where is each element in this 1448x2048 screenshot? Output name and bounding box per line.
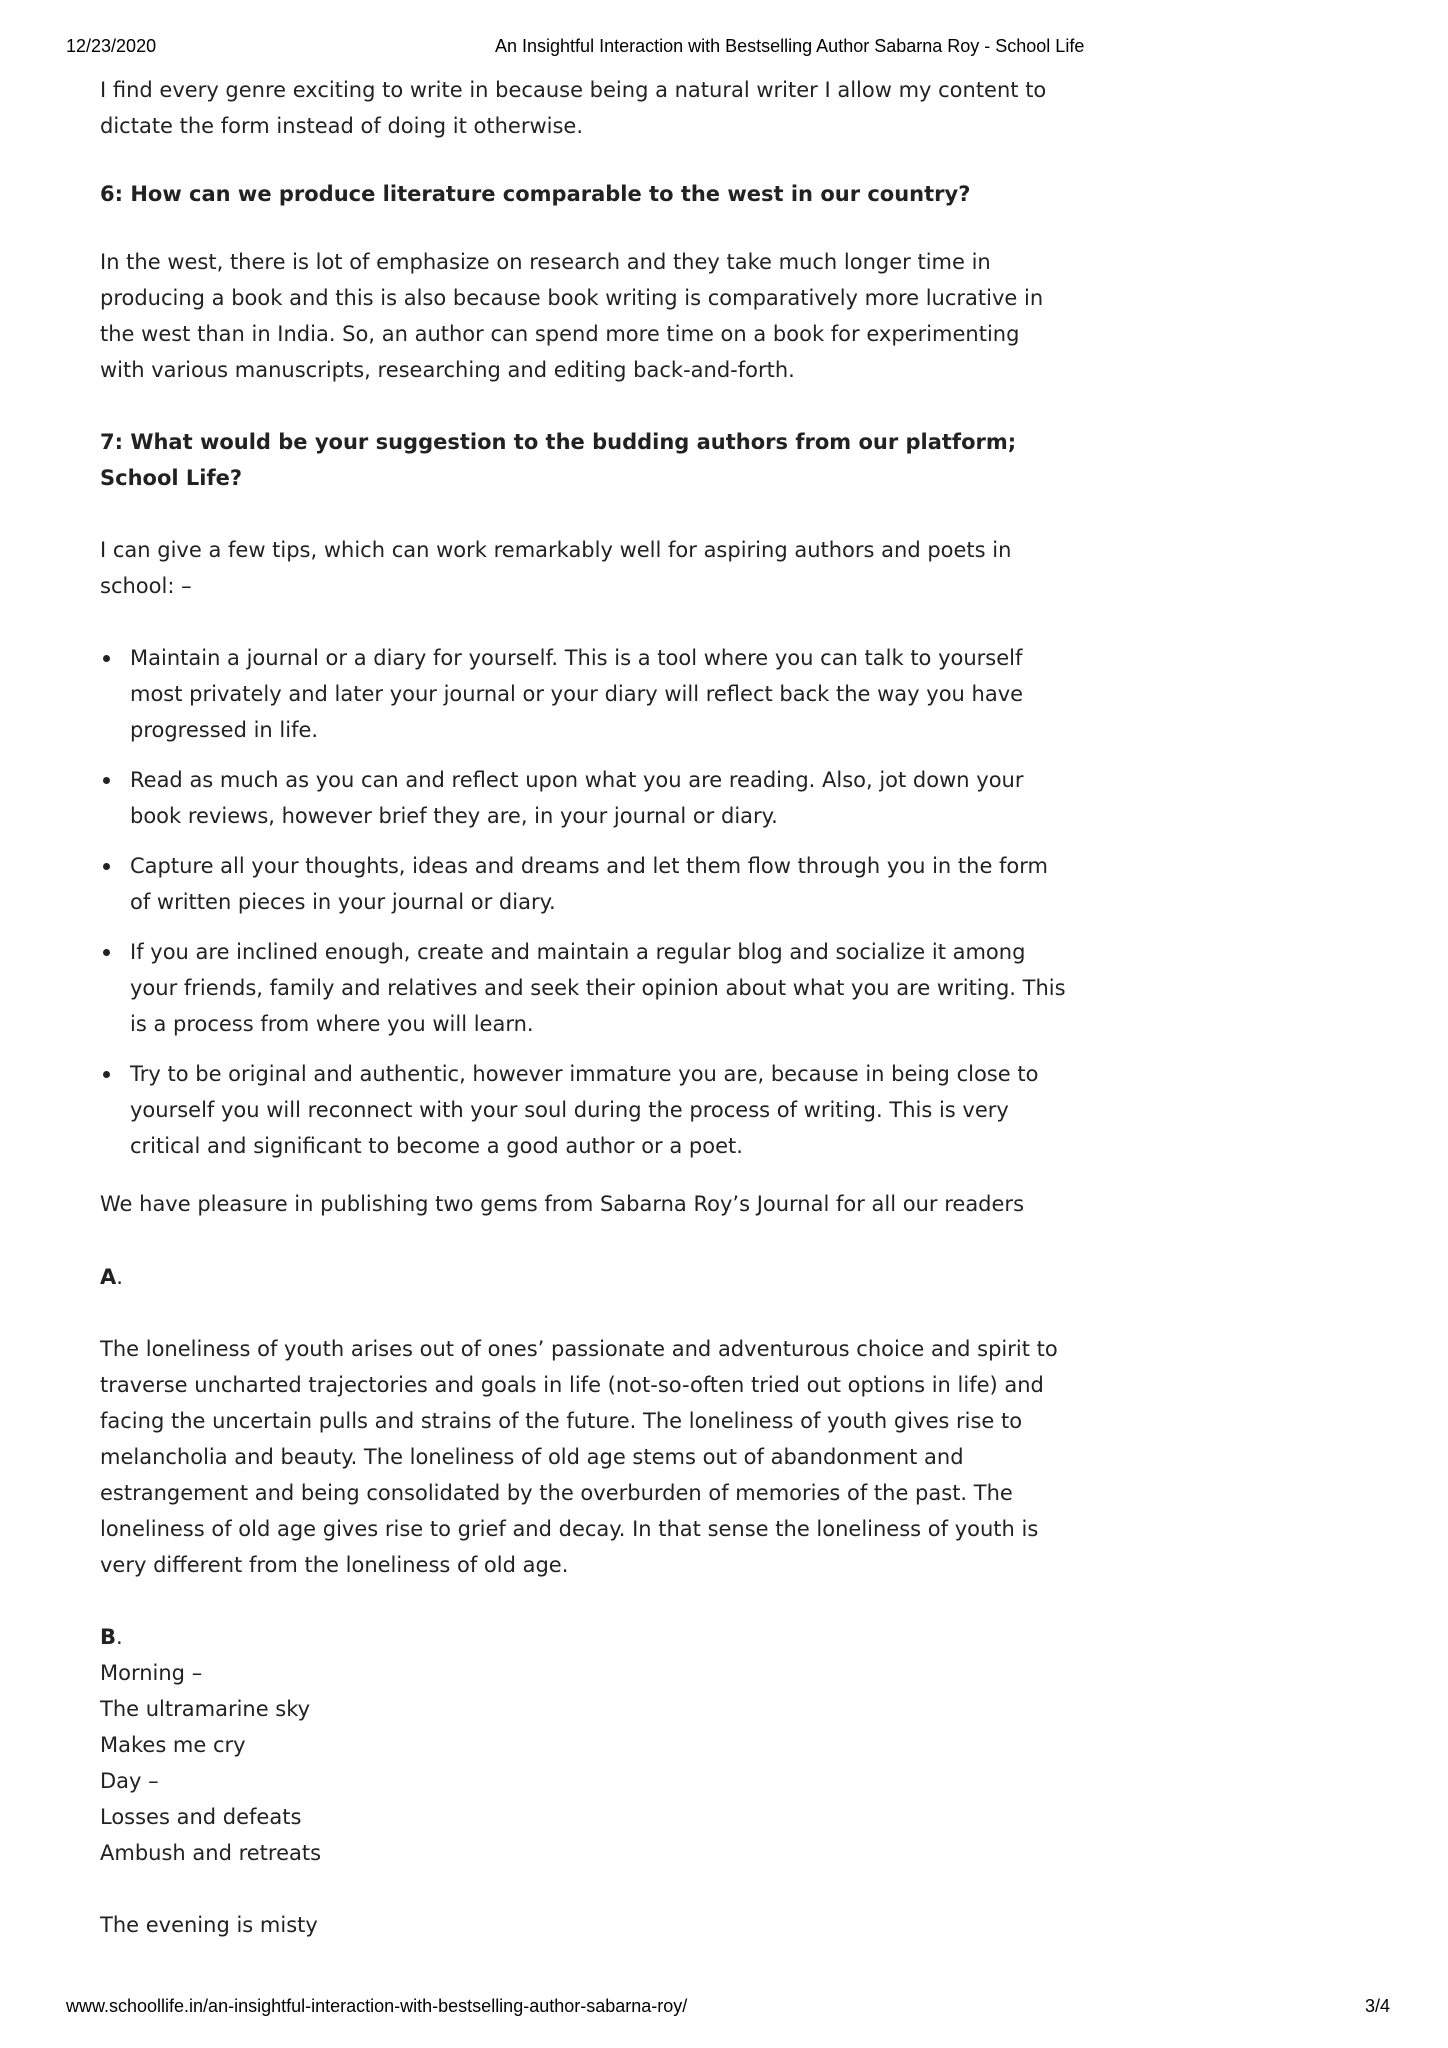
text-line: In the west, there is lot of emphasize on research and they take much longer time in: [100, 250, 991, 274]
answer-6: [100, 244, 1100, 388]
section-b: [100, 1619, 1100, 1943]
text-line: 7: What would be your suggestion to the budding authors from our platform;: [100, 430, 1017, 454]
section-b-dot: .: [116, 1625, 123, 1649]
text-line: estrangement and being consolidated by the overburden of memories of the past. The: [100, 1481, 1013, 1505]
text-line: with various manuscripts, researching and editing back-and-forth.: [100, 358, 795, 382]
poem-line: Morning –: [100, 1661, 203, 1685]
text-line: dictate the form instead of doing it otherwise.: [100, 114, 584, 138]
gems-intro: We have pleasure in publishing two gems from Sabarna Roy’s Journal for all our readers: [100, 1192, 1025, 1216]
section-a-letter: A: [100, 1265, 117, 1289]
text-line: book reviews, however brief they are, in your journal or diary.: [130, 804, 778, 828]
print-page-title: An Insightful Interaction with Bestselling Author Sabarna Roy - School Life: [495, 36, 1085, 56]
question-6: 6: How can we produce literature comparable to the west in our country?: [100, 182, 971, 206]
print-date: 12/23/2020: [66, 36, 157, 56]
answer-7-intro: [100, 532, 1100, 604]
text-line: The loneliness of youth arises out of ones’ passionate and adventurous choice and spirit to: [100, 1337, 1058, 1361]
section-a-text: [100, 1331, 1100, 1583]
text-line: traverse uncharted trajectories and goals in life (not-so-often tried out options in life) and: [100, 1373, 1044, 1397]
text-line: producing a book and this is also because book writing is comparatively more lucrative in: [100, 286, 1044, 310]
text-line: yourself you will reconnect with your soul during the process of writing. This is very: [130, 1098, 1009, 1122]
text-line: loneliness of old age gives rise to grief and decay. In that sense the loneliness of youth is: [100, 1517, 1039, 1541]
text-line: I can give a few tips, which can work remarkably well for aspiring authors and poets in: [100, 538, 1012, 562]
poem-line: The ultramarine sky: [100, 1697, 311, 1721]
text-line: Maintain a journal or a diary for yourself. This is a tool where you can talk to yourself: [130, 646, 1023, 670]
list-item: [100, 1056, 1100, 1164]
poem-line: The evening is misty: [100, 1913, 318, 1937]
section-b-letter: B: [100, 1625, 117, 1649]
list-item: [100, 640, 1100, 748]
text-line: melancholia and beauty. The loneliness of old age stems out of abandonment and: [100, 1445, 964, 1469]
text-line: of written pieces in your journal or diary.: [130, 890, 556, 914]
text-line: If you are inclined enough, create and maintain a regular blog and socialize it among: [130, 940, 1026, 964]
text-line: very different from the loneliness of old age.: [100, 1553, 569, 1577]
text-line: Capture all your thoughts, ideas and dreams and let them flow through you in the form: [130, 854, 1049, 878]
text-line: progressed in life.: [130, 718, 319, 742]
poem-line: Day –: [100, 1769, 159, 1793]
text-line: is a process from where you will learn.: [130, 1012, 534, 1036]
article-body: [100, 72, 1100, 1943]
intro-text: [100, 72, 1100, 144]
text-line: facing the uncertain pulls and strains of the future. The loneliness of youth gives rise to: [100, 1409, 1023, 1433]
list-item: [100, 762, 1100, 834]
text-line: school: –: [100, 574, 192, 598]
text-line: I find every genre exciting to write in because being a natural writer I allow my content to: [100, 78, 1047, 102]
text-line: School Life?: [100, 466, 243, 490]
text-line: your friends, family and relatives and seek their opinion about what you are writing. This: [130, 976, 1066, 1000]
poem-line: Losses and defeats: [100, 1805, 302, 1829]
section-b-heading: [100, 1619, 1100, 1655]
poem-line: Makes me cry: [100, 1733, 246, 1757]
poem-line: Ambush and retreats: [100, 1841, 322, 1865]
section-a-heading: [100, 1259, 1100, 1295]
text-line: most privately and later your journal or your diary will reflect back the way you have: [130, 682, 1024, 706]
text-line: critical and significant to become a good author or a poet.: [130, 1134, 743, 1158]
text-line: Read as much as you can and reflect upon what you are reading. Also, jot down your: [130, 768, 1024, 792]
question-7: [100, 424, 1100, 496]
list-item: [100, 934, 1100, 1042]
text-line: the west than in India. So, an author can spend more time on a book for experimenting: [100, 322, 1020, 346]
tips-list: [100, 640, 1100, 1164]
page-number: 3/4: [1365, 1996, 1391, 2016]
section-a-dot: .: [116, 1265, 123, 1289]
print-url: www.schoollife.in/an-insightful-interaction-with-bestselling-author-sabarna-roy/: [66, 1996, 688, 2016]
text-line: Try to be original and authentic, however immature you are, because in being close to: [130, 1062, 1039, 1086]
list-item: [100, 848, 1100, 920]
